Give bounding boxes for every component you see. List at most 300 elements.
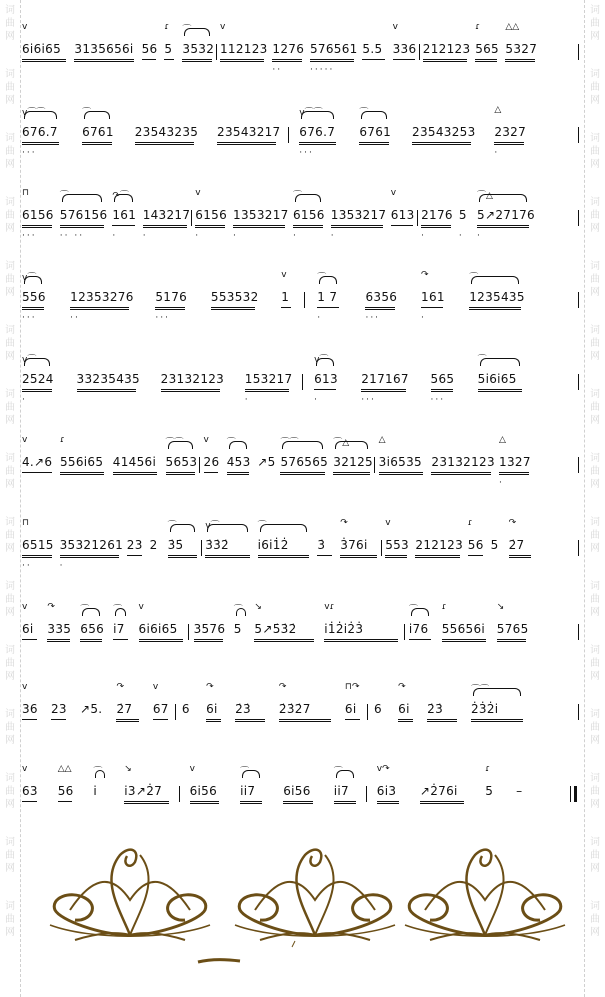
slur-arc [115, 608, 126, 616]
note-group [494, 83, 527, 163]
articulation-mark: ↷ [340, 518, 348, 528]
articulation-mark: ⌒⌒ [470, 685, 489, 695]
watermark-char: 网 [590, 31, 600, 42]
watermark-group [587, 388, 603, 448]
duration-underline [379, 472, 423, 473]
duration-underline [505, 59, 535, 60]
articulation-mark: ⌒ [80, 605, 90, 615]
duration-underline [77, 389, 136, 390]
octave-dots: · [477, 231, 482, 241]
watermark-char: 曲 [5, 850, 15, 861]
duration-underline [359, 142, 389, 143]
note-group [257, 413, 276, 493]
note-numbers: 6i56 [283, 784, 311, 798]
duration-underline [194, 639, 224, 640]
duration-underline [195, 225, 225, 226]
watermark-group [587, 772, 603, 832]
note-group [80, 660, 102, 740]
note-group [195, 166, 228, 246]
duration-underline [22, 144, 59, 145]
duration-underline [195, 227, 225, 228]
note-group [210, 248, 259, 328]
duration-underline [220, 61, 264, 62]
note-group [194, 580, 224, 660]
barline [216, 44, 217, 60]
duration-underline [333, 474, 370, 475]
duration-underline [494, 144, 524, 145]
watermark-char: 网 [590, 159, 600, 170]
watermark-char: 网 [5, 735, 15, 746]
note-group [431, 413, 495, 493]
final-barline-thin [570, 786, 571, 802]
barline [304, 292, 305, 308]
articulation-mark: ⌒ [408, 605, 418, 615]
watermark-char: 曲 [5, 338, 15, 349]
watermark-char: 曲 [5, 82, 15, 93]
note-numbers: 613 [314, 372, 338, 386]
watermark-char: 词 [590, 133, 600, 144]
duration-underline [139, 641, 183, 642]
note-numbers: 613 [390, 208, 415, 222]
note-numbers: – [516, 784, 523, 798]
watermark-group [2, 132, 18, 192]
duration-underline [359, 144, 389, 145]
note-group [359, 83, 392, 163]
watermark-char: 网 [590, 351, 600, 362]
note-numbers: 6156 [22, 208, 54, 222]
note-numbers: 6i [344, 702, 357, 716]
articulation-mark: vɾ [324, 602, 335, 612]
watermark-char: 曲 [5, 466, 15, 477]
duration-underline [317, 307, 339, 308]
right-watermark-column [587, 0, 603, 960]
articulation-mark: v⌒ [314, 355, 329, 365]
barline [578, 624, 579, 640]
score-system [18, 330, 583, 410]
octave-dots: · [458, 231, 464, 241]
octave-dots: ··· [365, 313, 381, 323]
watermark-group [2, 516, 18, 576]
note-numbers: 6i [206, 702, 218, 716]
duration-underline [240, 801, 262, 802]
duration-underline [469, 309, 521, 310]
note-numbers: 2̇3̇2̇i [470, 702, 499, 716]
duration-underline [423, 59, 467, 60]
duration-underline [112, 225, 134, 226]
note-group [59, 166, 108, 246]
note-group [377, 742, 399, 822]
note-group [235, 660, 265, 740]
duration-underline [22, 391, 52, 392]
note-numbers: 35321261 [59, 538, 124, 552]
note-numbers: 1 [281, 290, 290, 304]
note-group [468, 496, 483, 576]
note-group [233, 166, 289, 246]
duration-underline [22, 227, 52, 228]
slur-arc [24, 111, 57, 119]
note-numbers: 6i6i65 [22, 42, 62, 56]
duration-underline [240, 803, 262, 804]
duration-underline [509, 557, 531, 558]
octave-dots: ····· [310, 65, 335, 75]
duration-underline [258, 555, 310, 556]
duration-underline [421, 307, 443, 308]
slur-arc [260, 524, 308, 532]
note-numbers: 161 [421, 290, 445, 304]
watermark-char: 曲 [590, 402, 600, 413]
note-numbers: 576561 [310, 42, 358, 56]
note-group [497, 580, 527, 660]
note-numbers: 41456i [112, 455, 157, 469]
barline [201, 540, 202, 556]
note-numbers: 2̇3̇ [427, 702, 444, 716]
note-numbers: 556i65 [59, 455, 104, 469]
articulation-mark: ɾ [475, 22, 480, 32]
duration-underline [182, 61, 212, 62]
duration-underline [379, 474, 423, 475]
articulation-mark: v [22, 682, 28, 692]
duration-underline [310, 61, 354, 62]
note-numbers: 6 [181, 702, 190, 716]
duration-underline [324, 639, 398, 640]
note-group [76, 330, 140, 410]
watermark-char: 曲 [5, 914, 15, 925]
note-numbers: 2 [149, 538, 158, 552]
note-group [142, 166, 191, 246]
watermark-group [2, 388, 18, 448]
articulation-mark: ↷⌒ [112, 191, 129, 201]
duration-underline [235, 719, 265, 720]
watermark-char: 网 [5, 415, 15, 426]
slur-arc [411, 608, 429, 616]
watermark-group [2, 452, 18, 512]
barline [578, 210, 579, 226]
note-group [471, 660, 523, 740]
note-group [421, 248, 443, 328]
duration-underline [143, 225, 187, 226]
note-group [22, 0, 66, 80]
duration-underline [143, 227, 187, 228]
note-numbers: i [93, 784, 98, 798]
note-numbers: 2̇3̇ [235, 702, 251, 716]
score-system [18, 166, 583, 246]
note-group [279, 660, 331, 740]
duration-underline [22, 801, 37, 802]
watermark-char: 词 [5, 5, 15, 16]
note-numbers: 56 [141, 42, 158, 56]
note-numbers: 26 [203, 455, 220, 469]
duration-underline [51, 719, 66, 720]
articulation-mark: v [385, 518, 391, 528]
articulation-mark: ⊓↷ [344, 682, 360, 692]
barline [175, 704, 176, 720]
note-group [280, 413, 329, 493]
articulation-mark: v [392, 22, 398, 32]
note-numbers: 565 [430, 372, 455, 386]
duration-underline [80, 639, 102, 640]
watermark-char: 词 [590, 709, 600, 720]
note-numbers: 5 [164, 42, 173, 56]
note-group [22, 83, 59, 163]
note-numbers: 556 [22, 290, 46, 304]
duration-underline [331, 225, 383, 226]
watermark-char: 词 [590, 517, 600, 528]
slur-arc [24, 276, 42, 284]
duration-underline [509, 555, 531, 556]
octave-dots: ··· [22, 231, 37, 241]
duration-underline [334, 803, 356, 804]
duration-underline [391, 225, 413, 226]
left-watermark-column [2, 0, 18, 960]
duration-underline [468, 555, 483, 556]
note-numbers: 1235435 [469, 290, 525, 304]
note-group [127, 496, 142, 576]
articulation-mark: ⌒ [182, 25, 192, 35]
duration-underline [415, 555, 459, 556]
slur-arc [282, 441, 322, 449]
watermark-group [587, 644, 603, 704]
duration-underline [22, 639, 37, 640]
note-numbers: ↗2̇76i [419, 784, 458, 798]
articulation-mark: ⌒ [113, 605, 123, 615]
watermark-char: 词 [5, 261, 15, 272]
note-numbers: 676.7 [22, 125, 58, 139]
duration-underline [471, 719, 523, 720]
duration-underline [361, 389, 405, 390]
watermark-char: 词 [590, 325, 600, 336]
score-system [18, 413, 583, 493]
duration-underline [254, 641, 313, 642]
articulation-mark: ↘ [496, 602, 505, 612]
slur-arc [82, 608, 100, 616]
watermark-char: 词 [5, 453, 15, 464]
note-group [153, 660, 168, 740]
duration-underline [398, 719, 413, 720]
duration-underline [475, 61, 497, 62]
duration-underline [478, 391, 522, 392]
note-group [314, 330, 336, 410]
note-numbers: 23543217 [217, 125, 281, 139]
articulation-mark: v [220, 22, 226, 32]
slur-arc [114, 194, 132, 202]
octave-dots: · [293, 231, 298, 241]
watermark-group [2, 4, 18, 64]
note-numbers: 56 [57, 784, 74, 798]
note-numbers: 212123 [422, 42, 471, 56]
note-group [244, 330, 293, 410]
score-system [18, 742, 583, 822]
duration-underline [217, 142, 276, 143]
articulation-mark: ⌒ [469, 273, 479, 283]
watermark-char: 网 [5, 543, 15, 554]
note-numbers: 576565 [280, 455, 329, 469]
note-group [485, 742, 495, 822]
note-numbers: 112123 [220, 42, 268, 56]
note-group [166, 413, 196, 493]
duration-underline [60, 225, 104, 226]
note-numbers: 143217 [142, 208, 191, 222]
duration-underline [281, 307, 291, 308]
watermark-char: 网 [590, 735, 600, 746]
note-group [205, 496, 249, 576]
score-system [18, 660, 583, 740]
watermark-char: 网 [590, 95, 600, 106]
note-numbers: 6515 [22, 538, 54, 552]
note-numbers: ii7 [240, 784, 256, 798]
duration-underline [113, 639, 128, 640]
note-group [217, 83, 281, 163]
note-group [206, 660, 221, 740]
octave-dots: ·· ·· [59, 231, 85, 241]
note-group [190, 742, 220, 822]
slur-arc [236, 608, 246, 616]
note-numbers: 23543235 [134, 125, 199, 139]
duration-underline [155, 307, 185, 308]
note-numbers: 23 [51, 702, 67, 716]
note-group [134, 83, 199, 163]
watermark-char: 曲 [5, 722, 15, 733]
duration-underline [420, 803, 464, 804]
note-group [491, 496, 501, 576]
barline [288, 127, 289, 143]
duration-underline [74, 59, 133, 60]
barline [374, 457, 375, 473]
note-numbers: 63 [22, 784, 38, 798]
articulation-mark: ⊓ [22, 188, 30, 198]
articulation-mark: ↷ [398, 682, 406, 692]
note-numbers: 2327 [494, 125, 527, 139]
duration-underline [377, 801, 399, 802]
watermark-char: 词 [590, 837, 600, 848]
duration-underline [47, 641, 69, 642]
duration-underline [155, 309, 185, 310]
duration-underline [74, 61, 133, 62]
articulation-mark: ɾ [59, 435, 65, 445]
note-numbers: 6761 [359, 125, 392, 139]
duration-underline [58, 801, 73, 802]
note-group [391, 166, 413, 246]
slur-arc [84, 111, 110, 119]
watermark-group [587, 260, 603, 320]
note-numbers: 5.5 [362, 42, 383, 56]
duration-underline [427, 721, 457, 722]
watermark-char: 曲 [590, 466, 600, 477]
duration-underline [142, 59, 157, 60]
barline [578, 704, 579, 720]
note-numbers: 6i56 [189, 784, 218, 798]
octave-dots: ·· [70, 313, 80, 323]
duration-underline [385, 557, 407, 558]
duration-underline [22, 307, 44, 308]
duration-underline [362, 59, 384, 60]
note-group [422, 0, 471, 80]
watermark-char: 词 [590, 645, 600, 656]
duration-underline [415, 557, 459, 558]
duration-underline [412, 144, 471, 145]
note-numbers: 36 [22, 702, 38, 716]
duration-underline [317, 555, 332, 556]
duration-underline [22, 59, 66, 60]
note-group [420, 742, 464, 822]
duration-underline [124, 803, 168, 804]
note-group [427, 660, 457, 740]
watermark-char: 曲 [590, 722, 600, 733]
barline [419, 44, 420, 60]
note-group [469, 248, 525, 328]
watermark-char: 网 [590, 863, 600, 874]
slur-arc [184, 28, 210, 36]
articulation-mark: ⌒ [233, 605, 243, 615]
duration-underline [279, 721, 331, 722]
watermark-char: 词 [5, 133, 15, 144]
watermark-char: 词 [5, 581, 15, 592]
watermark-char: 词 [590, 389, 600, 400]
duration-underline [22, 719, 37, 720]
watermark-group [2, 260, 18, 320]
note-group [22, 496, 52, 576]
articulation-mark: ⊓ [22, 518, 30, 528]
octave-dots: ·· [22, 561, 32, 571]
note-numbers: 5↗5̇3̇2̇ [254, 622, 297, 636]
watermark-char: 曲 [590, 274, 600, 285]
articulation-mark: ⌒ [59, 191, 69, 201]
barline [417, 210, 418, 226]
watermark-char: 词 [590, 773, 600, 784]
note-group [310, 0, 358, 80]
note-numbers: 576156 [59, 208, 108, 222]
duration-underline [22, 61, 66, 62]
note-group [475, 0, 497, 80]
articulation-mark: v [22, 764, 28, 774]
duration-underline [113, 474, 157, 475]
watermark-char: 网 [5, 351, 15, 362]
duration-underline [431, 391, 453, 392]
note-group [509, 496, 531, 576]
duration-underline [280, 474, 324, 475]
watermark-char: 网 [590, 287, 600, 298]
watermark-char: 网 [590, 671, 600, 682]
watermark-char: 曲 [590, 18, 600, 29]
watermark-char: 网 [590, 543, 600, 554]
duration-underline [497, 641, 527, 642]
note-numbers: i7 [113, 622, 125, 636]
note-numbers: 6i [398, 702, 410, 716]
articulation-mark: ⌒ [226, 438, 236, 448]
articulation-mark: △△ [57, 764, 72, 774]
duration-underline [475, 59, 497, 60]
watermark-char: 网 [590, 799, 600, 810]
note-numbers: i3↗2̇7 [124, 784, 163, 798]
duration-underline [227, 474, 249, 475]
note-group [393, 0, 415, 80]
duration-underline [361, 391, 405, 392]
duration-underline [116, 719, 138, 720]
note-group [124, 742, 168, 822]
duration-underline [299, 144, 336, 145]
watermark-char: 网 [5, 479, 15, 490]
note-numbers: 336 [392, 42, 417, 56]
articulation-mark: ↷ [206, 682, 214, 692]
watermark-char: 网 [5, 799, 15, 810]
articulation-mark: v [390, 188, 397, 198]
slur-arc [229, 441, 247, 449]
watermark-char: 网 [5, 927, 15, 938]
duration-underline [164, 59, 174, 60]
barline [578, 44, 579, 60]
score-system [18, 83, 583, 163]
watermark-char: 曲 [5, 210, 15, 221]
duration-underline [421, 227, 451, 228]
